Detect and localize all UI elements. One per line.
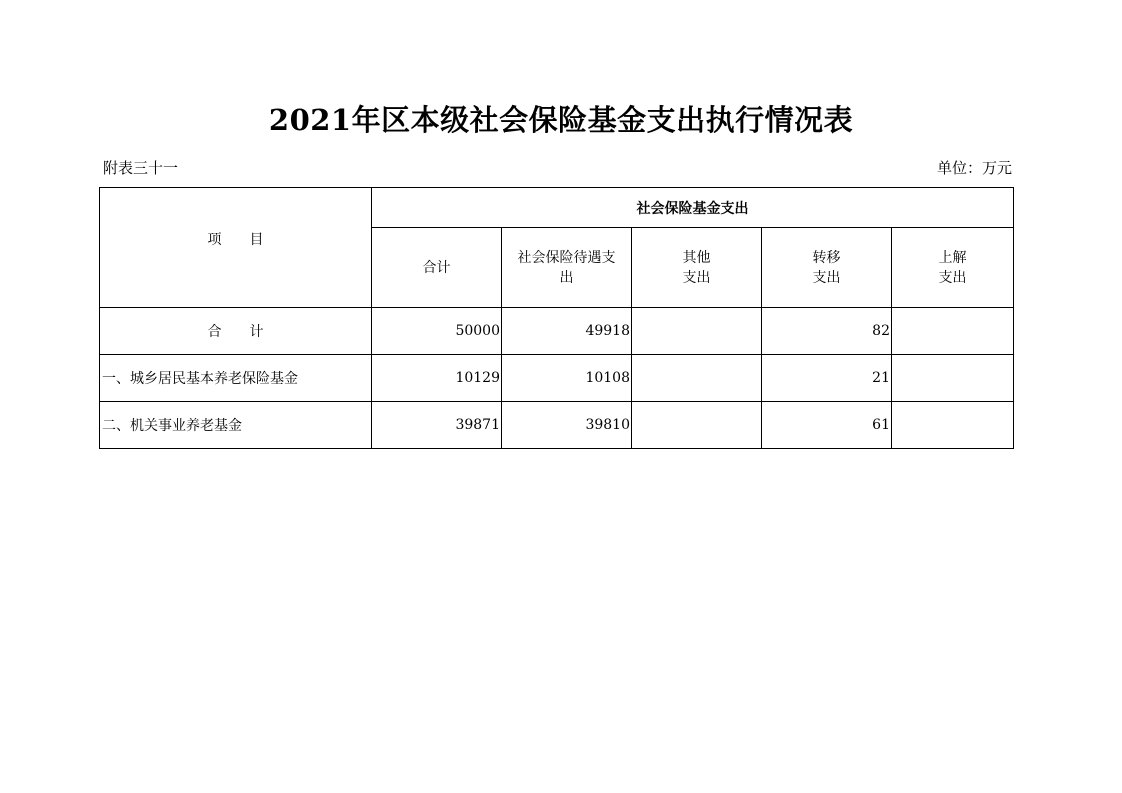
remit-column-header [892,228,1014,308]
cell-remit [892,355,1014,402]
row-item-label: 合 计 [100,308,372,355]
cell-transfer: 82 [762,308,892,355]
cell-other [632,402,762,449]
table-header-row-group [100,188,1014,228]
transfer-header-line1: 转移 [812,249,841,266]
cell-transfer: 21 [762,355,892,402]
unit-label: 单位：万元 [936,159,1012,177]
other-column-header [632,228,762,308]
cell-transfer: 61 [762,402,892,449]
benefit-header-line1: 社会保险待遇支 [517,249,616,266]
transfer-header-line2: 支出 [812,269,841,286]
expenditure-table [99,187,1014,449]
cell-benefit: 39810 [502,402,632,449]
cell-benefit: 49918 [502,308,632,355]
total-column-header: 合计 [372,228,502,308]
benefit-column-header [502,228,632,308]
cell-total: 50000 [372,308,502,355]
annex-label: 附表三十一 [103,159,179,177]
table-row [100,402,1014,449]
item-column-header: 项 目 [100,188,372,308]
page-title: 2021年区本级社会保险基金支出执行情况表 [268,103,854,137]
other-header-line2: 支出 [682,269,711,286]
cell-remit [892,308,1014,355]
transfer-column-header [762,228,892,308]
cell-total: 39871 [372,402,502,449]
cell-remit [892,402,1014,449]
cell-other [632,308,762,355]
remit-header-line1: 上解 [938,249,967,266]
remit-header-line2: 支出 [938,269,967,286]
row-item-label: 一、城乡居民基本养老保险基金 [100,355,372,402]
cell-other [632,355,762,402]
benefit-header-line2: 出 [559,269,574,286]
table-row-total [100,308,1014,355]
cell-benefit: 10108 [502,355,632,402]
row-item-label: 二、机关事业养老基金 [100,402,372,449]
cell-total: 10129 [372,355,502,402]
table-row [100,355,1014,402]
group-column-header: 社会保险基金支出 [372,188,1014,228]
other-header-line1: 其他 [682,249,711,266]
